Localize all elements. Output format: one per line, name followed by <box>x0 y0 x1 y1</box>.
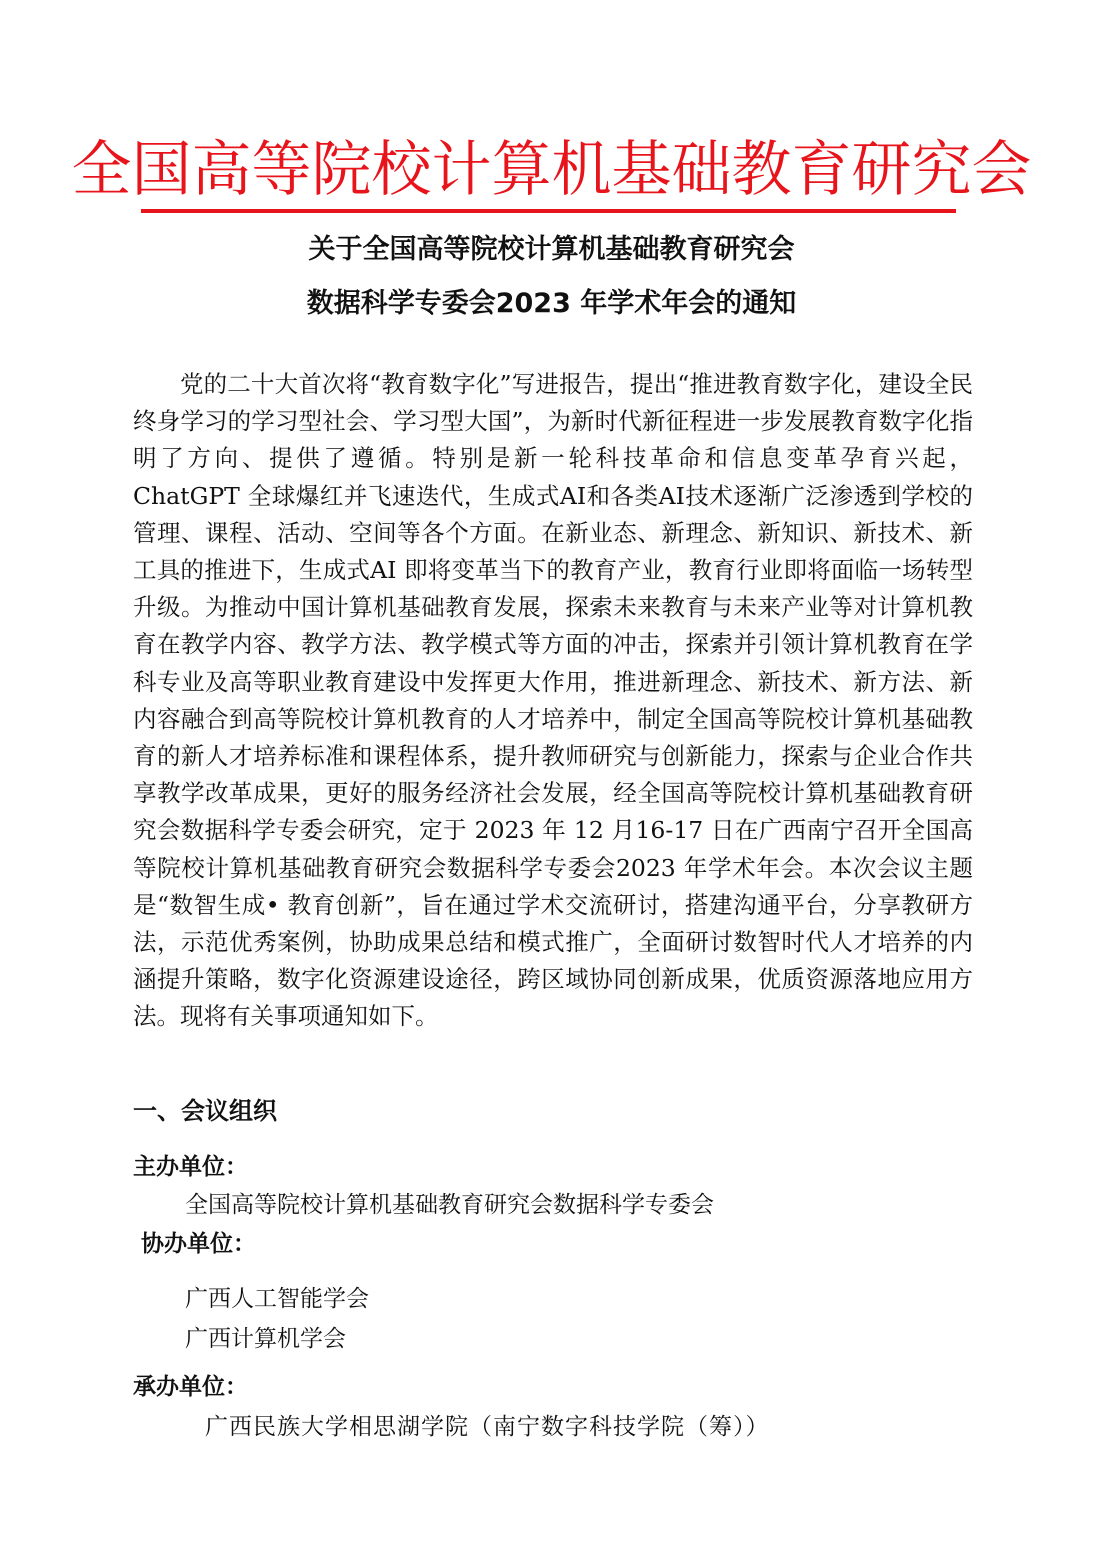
notice-title-line-2: 数据科学专委会2023 年学术年会的通知 <box>306 288 797 319</box>
organizer-label: 承办单位： <box>133 1374 248 1400</box>
co-host-entry: 广西人工智能学会 <box>185 1286 369 1312</box>
masthead-title: 全国高等院校计算机基础教育研究会 <box>71 135 1032 205</box>
masthead-red-rule <box>141 209 956 213</box>
host-entry: 全国高等院校计算机基础教育研究会数据科学专委会 <box>185 1192 714 1218</box>
host-label: 主办单位： <box>133 1154 248 1180</box>
intro-paragraph: 党的二十大首次将“教育数字化”写进报告，提出“推进教育数字化，建设全民终身学习的学习型社会、学习型大国”，为新时代新征程进一步发展教育数字化指明了方向、提供了遵循。特别是新一轮科技革命和信息变革孕育兴起， ChatGPT 全球爆红并飞速迭代，生成式AI和各类AI技术逐渐广泛渗透到学校的管理、课程、活动、空间等各个方面。在新业态、新理念、新知识、新技术、新工具的推进下，生成式AI 即将变革当下的教育产业，教育行业即将面临一场转型升级。为推动中国计算机基础教育发展，探索未来教育与未来产业等对计算机教育在教学内容、教学方法、教学模式等方面的冲击，探索并引领计算机教育在学科专业及高等职业教育建设中发挥更大作用，推进新理念、新技术、新方法、新内容融合到高等院校计算机教育的人才培养中，制定全国高等院校计算机基础教育的新人才培养标准和课程体系，提升教师研究与创新能力，探索与企业合作共享教学改革成果，更好的服务经济社会发展，经全国高等院校计算机基础教育研究会数据科学专委会研究，定于 2023 年 12 月16-17 日在广西南宁召开全国高等院校计算机基础教育研究会数据科学专委会2023 年学术年会。本次会议主题是“数智生成• 教育创新”，旨在通过学术交流研讨，搭建沟通平台，分享教研方法，示范优秀案例，协助成果总结和模式推广，全面研讨数智时代人才培养的内涵提升策略，数字化资源建设途径，跨区域协同创新成果，优质资源落地应用方法。现将有关事项通知如下。 <box>133 370 973 1031</box>
section-heading-meeting-organization: 一、会议组织 <box>133 1097 277 1125</box>
notice-title-line-1: 关于全国高等院校计算机基础教育研究会 <box>308 234 795 265</box>
co-host-entry: 广西计算机学会 <box>185 1326 346 1352</box>
co-host-label: 协办单位： <box>141 1231 256 1257</box>
organizer-entry: 广西民族大学相思湖学院（南宁数字科技学院（筹）） <box>205 1414 770 1440</box>
